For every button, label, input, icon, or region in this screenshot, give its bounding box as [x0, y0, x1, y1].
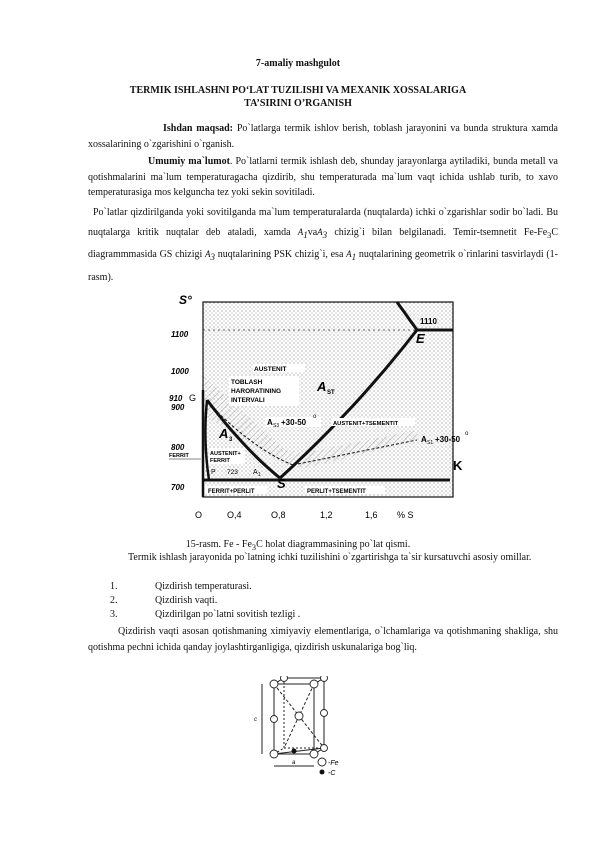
- fe-atom: [270, 680, 278, 688]
- overview-paragraph: [88, 154, 558, 201]
- y-tick-1100: 1100: [171, 330, 189, 339]
- fe-subscript: 3: [547, 230, 552, 240]
- goal-label: Ishdan maqsad:: [163, 123, 233, 134]
- a3-plus-text: +30-50: [281, 418, 307, 427]
- x-tick-0-8: O,8: [271, 510, 286, 520]
- x-tick-percent-c: % S: [397, 510, 414, 520]
- p3-text-1: Po`latlar qizdirilganda yoki sovitilganda ma`lum temperaturalarda (nuqtalarda) ichki o`zgarishlar sodir bo`ladi. Bu nuqtalarga kritik nuqtalar deb ataladi, xamda: [88, 207, 558, 238]
- p3-text-4: nuqtalarining PSK chizig`i, esa: [215, 249, 347, 260]
- critical-points-paragraph: [88, 203, 558, 287]
- a1-subscript: 1: [303, 229, 308, 240]
- fe-atom: [321, 676, 328, 682]
- a3-symbol-2: A: [205, 249, 211, 259]
- austenit-label: AUSTENIT: [254, 366, 287, 373]
- y-axis-title: S°: [179, 293, 192, 307]
- a1-line-label: A: [253, 469, 258, 476]
- c-atom: [292, 749, 297, 754]
- legend-fe-marker: [318, 758, 326, 766]
- fe-atom: [281, 676, 288, 682]
- point-e: E: [416, 331, 425, 346]
- caption-prefix: 15-rasm. Fe - Fe: [185, 539, 252, 550]
- toblash-line2: HARORATINING: [231, 388, 282, 395]
- topic-title-line2: TA’SIRINI O’RGANISH: [244, 98, 352, 109]
- c-dimension-label: c: [254, 717, 257, 723]
- x-tick-1-2: 1,2: [320, 510, 333, 520]
- y-tick-700: 700: [171, 483, 185, 492]
- a1-plus-symbol: A: [421, 435, 427, 444]
- crystal-lattice-figure: [248, 676, 358, 776]
- factors-intro: Termik ishlash jarayonida po`latning ichki tuzilishini o`zgartirishga ta`sir kursatuvchi asosiy omillar.: [128, 552, 532, 563]
- fe-atom: [321, 710, 328, 717]
- a1-symbol-2: A: [346, 249, 352, 259]
- austenit-tsementit-label: AUSTENIT+TSEMENTIT: [333, 421, 399, 427]
- point-k: K: [453, 458, 463, 473]
- list-item: [110, 580, 300, 594]
- list-item-text: Qizdirilgan po`latni sovitish tezligi .: [155, 609, 301, 620]
- toblash-line1: TOBLASH: [231, 379, 263, 386]
- list-item-text: Qizdirish temperaturasi.: [155, 581, 252, 592]
- y-tick-900: 900: [171, 403, 185, 412]
- list-item: [110, 594, 300, 608]
- fe-fe3c-diagram: [165, 290, 485, 530]
- austenit-ferrit-line2: FERRIT: [210, 458, 230, 464]
- a1-subscript-2: 1: [351, 252, 357, 262]
- fe-atom: [310, 680, 318, 688]
- p3-text-3: C diagrammmasida GS chizigi: [88, 226, 559, 260]
- closing-paragraph: Qizdirish vaqti asosan qotishmaning ximiyaviy elementlariga, o`lchamlariga va qotishmaning shakliga, shu qotishma pechni ichida qanday joylashtirganligiga, qizdirish uskunalariga bog`liq.: [88, 626, 558, 653]
- point-s: S: [277, 476, 286, 491]
- list-item-num: 2.: [110, 595, 118, 606]
- t1110-label: 1110: [420, 317, 437, 326]
- fe-atom: [270, 750, 278, 758]
- overview-label: Umumiy ma`lumot: [148, 156, 230, 167]
- legend-fe-label: -Fe: [328, 760, 339, 767]
- caption-sub: 3: [251, 543, 257, 552]
- topic-title-line1: TERMIK ISHLASHNI PO‘LAT TUZILISHI VA MEXANIK XOSSALARIGA: [129, 85, 467, 96]
- x-tick-0: O: [195, 510, 203, 520]
- ferrit-tick-label: FERRIT: [169, 453, 189, 459]
- ferrit-perlit-label: FERRIT+PERLIT: [208, 489, 255, 495]
- legend-c-label: -C: [328, 770, 336, 776]
- p3-va: va: [307, 226, 318, 238]
- list-item-text: Qizdirish vaqti.: [155, 595, 218, 606]
- fe-atom: [295, 712, 303, 720]
- legend-c-marker: [320, 770, 325, 775]
- fe-atom: [271, 716, 278, 723]
- a1-plus-text: +30-50: [435, 435, 461, 444]
- a3-subscript-2: 3: [210, 252, 216, 262]
- factors-list: [110, 580, 300, 622]
- a3-plus-degree: o: [313, 414, 317, 420]
- x-tick-1-6: 1,6: [365, 510, 378, 520]
- a1-line-sub: 1: [258, 472, 261, 478]
- list-item-num: 3.: [110, 609, 118, 620]
- fe-atom: [310, 750, 318, 758]
- toblash-line3: INTERVALI: [231, 397, 265, 404]
- fe-atom: [321, 745, 328, 752]
- goal-paragraph: [88, 121, 558, 152]
- a3-sub: 3: [229, 437, 233, 443]
- a1-plus-sub: S1: [427, 440, 434, 446]
- a-dimension-label: a: [292, 760, 296, 766]
- p-point-label: P: [211, 469, 216, 476]
- ast-label: A: [317, 379, 327, 394]
- a3-symbol: A: [317, 226, 323, 237]
- t723-label: 723: [227, 469, 238, 476]
- y-tick-800: 800: [171, 443, 185, 452]
- point-g: G: [189, 393, 197, 403]
- y-tick-1000: 1000: [171, 367, 189, 376]
- a1-plus-degree: o: [465, 431, 469, 437]
- p3-text-5: nuqtalarining geometrik o`rinlarini tasvirlaydi (1-rasm).: [88, 249, 558, 283]
- list-item: [110, 608, 300, 622]
- a3-plus-symbol: A: [267, 418, 273, 427]
- y-tick-910: 910: [169, 394, 183, 403]
- a3-plus-sub: S3: [273, 423, 280, 429]
- a1-symbol: A: [297, 226, 304, 237]
- list-item-num: 1.: [110, 581, 118, 592]
- caption-suffix: C holat diagrammasining po`lat qismi.: [256, 539, 411, 550]
- a3-label: A: [219, 426, 229, 441]
- x-tick-0-4: O,4: [227, 510, 242, 520]
- a3-subscript: 3: [322, 229, 328, 240]
- perlit-tsementit-label: PERLIT+TSEMENTIT: [307, 489, 366, 495]
- overview-text: . Po`latlarni termik ishlash deb, shunday jarayonlarga aytiladiki, bunda metall va qotishmalarini ma`lum temperaturagacha qizdirib, shu temperaturada ma`lum vaqt ichida ushlab turib, to xavo temperaturasiga mos kelguncha tez yoki sekin sovitiladi.: [88, 156, 558, 198]
- p3-text-2: chizig`i bilan belgilanadi. Temir-tsemnetit Fe-Fe: [327, 226, 548, 238]
- austenit-ferrit-line1: AUSTENIT+: [210, 451, 241, 457]
- page-title: 7-amaliy mashgulot: [255, 58, 341, 69]
- ast-sub: ST: [327, 390, 335, 396]
- goal-text: Po`latlarga termik ishlov berish, toblash jarayonini va bunda struktura xamda xossalarining o`zgarishini o`rganish.: [88, 123, 558, 150]
